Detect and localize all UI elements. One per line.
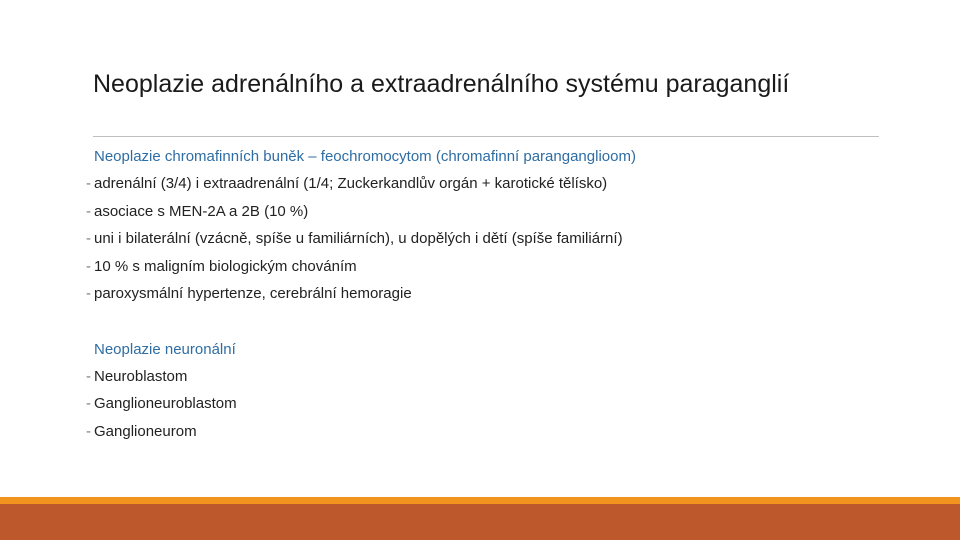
bullet-dash: - (86, 367, 91, 385)
list-item (86, 390, 946, 418)
list-item-text: uni i bilaterální (vzácně, spíše u familiárních), u dopělých i dětí (spíše familiární) (94, 230, 623, 247)
bullet-dash: - (86, 257, 91, 275)
slide-title: Neoplazie adrenálního a extraadrenálního systému paraganglií (93, 70, 790, 98)
list-item-text: Ganglioneuroblastom (94, 395, 237, 412)
list-item-text: Ganglioneurom (94, 422, 197, 440)
list-item-text: Neuroblastom (94, 367, 188, 385)
bullet-dash: - (86, 422, 91, 440)
list-item (86, 225, 946, 253)
list-item (86, 363, 946, 391)
section-neuronal (86, 336, 946, 446)
bullet-dash: - (86, 230, 91, 247)
list-item (86, 253, 946, 281)
title-divider (93, 136, 879, 137)
bullet-dash: - (86, 285, 91, 302)
slide-content (86, 143, 946, 445)
section-heading: Neoplazie neuronální (94, 340, 236, 358)
list-item (86, 198, 946, 226)
list-item (86, 418, 946, 446)
footer-band-orange (0, 497, 960, 504)
bullet-dash: - (86, 202, 91, 220)
list-item (86, 280, 946, 308)
bullet-dash: - (86, 395, 91, 412)
list-item-text: 10 % s maligním biologickým chováním (94, 257, 357, 275)
bullet-dash: - (86, 175, 91, 192)
section-heading: Neoplazie chromafinních buněk – feochromocytom (chromafinní paranganglioom) (94, 148, 636, 165)
list-item-text: adrenální (3/4) i extraadrenální (1/4; Zuckerkandlův orgán + karotické tělísko) (94, 175, 608, 192)
section-chromaffin (86, 143, 946, 308)
section-spacer (86, 308, 946, 336)
list-item (86, 170, 946, 198)
list-item-text: asociace s MEN-2A a 2B (10 %) (94, 202, 309, 220)
list-item-text: paroxysmální hypertenze, cerebrální hemoragie (94, 285, 412, 302)
footer-band-rust (0, 504, 960, 540)
